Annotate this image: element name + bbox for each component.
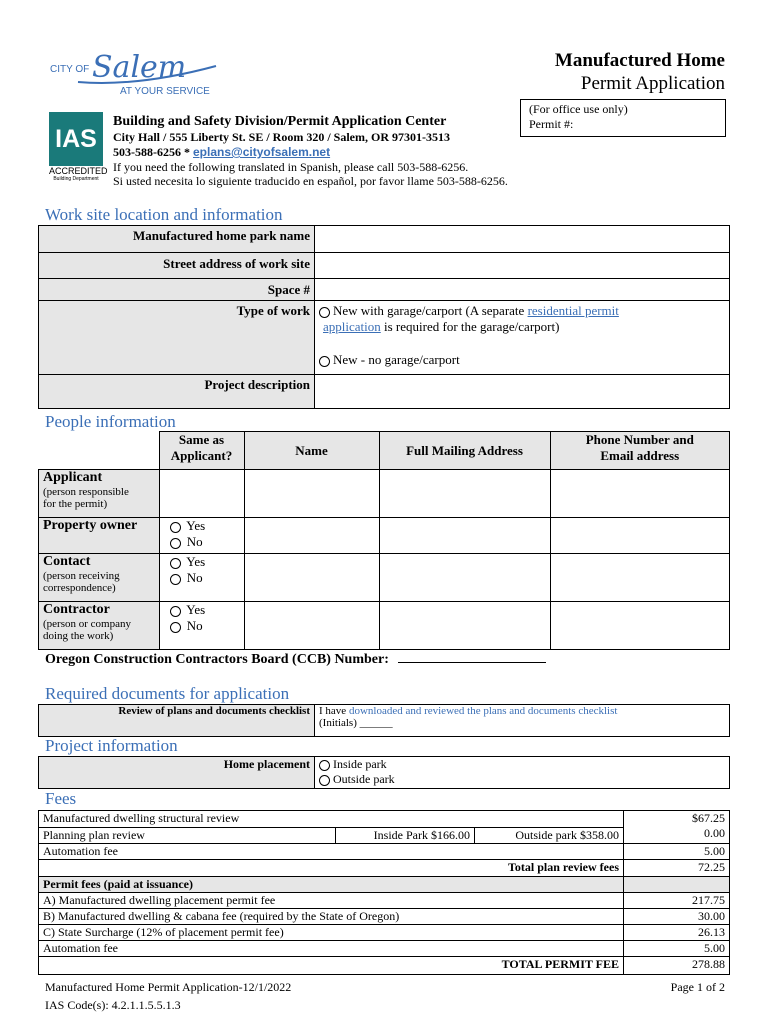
fees-heading: Fees	[45, 789, 77, 808]
space-label: Space #	[39, 279, 315, 301]
name-header: Name	[244, 432, 379, 470]
email-link[interactable]: eplans@cityofsalem.net	[193, 145, 331, 159]
placement-label: Home placement	[39, 757, 315, 789]
contact-same: Yes No	[159, 554, 244, 602]
street-label: Street address of work site	[39, 253, 315, 279]
fee-automation-2: Automation fee	[39, 941, 624, 957]
worksite-table	[38, 225, 730, 409]
owner-address[interactable]	[379, 518, 550, 554]
ias-accredited: ACCREDITED	[49, 166, 108, 176]
phone: 503-588-6256 *	[113, 145, 190, 159]
checklist-label: Review of plans and documents checklist	[39, 705, 315, 737]
radio-icon[interactable]	[170, 622, 181, 633]
checklist-text: I have downloaded and reviewed the plans and documents checklist (Initials) ______	[315, 705, 730, 737]
fee-total-review-value: 72.25	[624, 860, 730, 877]
required-heading: Required documents for application	[45, 684, 290, 703]
city-logo	[48, 52, 223, 102]
project-heading: Project information	[45, 736, 178, 755]
applicant-address[interactable]	[379, 470, 550, 518]
same-header: Same as Applicant?	[159, 432, 244, 470]
fee-surcharge-value: 26.13	[624, 925, 730, 941]
logo-salem: Salem	[92, 50, 187, 85]
radio-icon[interactable]	[319, 775, 330, 786]
contact-label: Contact (person receiving correspondence)	[39, 554, 160, 602]
fees-table	[38, 810, 730, 975]
office-use-box	[520, 99, 726, 137]
fee-automation: Automation fee	[39, 844, 624, 860]
footer-ias: IAS Code(s): 4.2.1.1.5.5.1.3	[45, 998, 181, 1012]
radio-icon[interactable]	[170, 522, 181, 533]
fee-placement-value: 217.75	[624, 893, 730, 909]
footer-page: Page 1 of 2	[670, 980, 725, 994]
ias-badge	[49, 112, 108, 188]
application-link[interactable]: application	[323, 319, 381, 334]
fee-placement: A) Manufactured dwelling placement permit fee	[39, 893, 624, 909]
fee-structural-value: $67.25 0.00	[624, 811, 730, 844]
type-options: New with garage/carport (A separate residential permit application is required for the garage/carport) New - no garage/carport	[315, 301, 730, 375]
park-name-field[interactable]	[315, 226, 730, 253]
fee-outside-park: Outside park $358.00	[475, 828, 624, 844]
fee-planning: Planning plan review	[39, 828, 336, 844]
project-desc-label: Project description	[39, 375, 315, 409]
space-field[interactable]	[315, 279, 730, 301]
contact-address[interactable]	[379, 554, 550, 602]
ias-sub: Building Department	[53, 176, 99, 182]
type-option-garage[interactable]: New with garage/carport (A separate residential permit	[319, 303, 725, 319]
logo-tagline: AT YOUR SERVICE	[120, 86, 210, 97]
applicant-name[interactable]	[244, 470, 379, 518]
applicant-phone[interactable]	[550, 470, 730, 518]
park-name-label: Manufactured home park name	[39, 226, 315, 253]
placement-options: Inside park Outside park	[315, 757, 730, 789]
radio-icon[interactable]	[319, 307, 330, 318]
radio-icon[interactable]	[170, 574, 181, 585]
contractor-address[interactable]	[379, 602, 550, 650]
ias-box: IAS	[49, 112, 103, 166]
fee-automation-2-value: 5.00	[624, 941, 730, 957]
footer-form: Manufactured Home Permit Application-12/1/2022	[45, 980, 292, 994]
fee-surcharge: C) State Surcharge (12% of placement permit fee)	[39, 925, 624, 941]
contact-line	[113, 145, 330, 160]
fee-cabana: B) Manufactured dwelling & cabana fee (required by the State of Oregon)	[39, 909, 624, 925]
owner-phone[interactable]	[550, 518, 730, 554]
fee-structural: Manufactured dwelling structural review	[39, 811, 624, 828]
radio-icon[interactable]	[170, 538, 181, 549]
ccb-line: Oregon Construction Contractors Board (CCB) Number:	[45, 650, 546, 668]
permit-number-label: Permit #:	[529, 117, 574, 131]
office-use-label: (For office use only)	[529, 102, 628, 116]
contact-phone[interactable]	[550, 554, 730, 602]
page-title: Manufactured Home	[554, 50, 725, 71]
permit-fees-header: Permit fees (paid at issuance)	[39, 877, 624, 893]
type-option-no-garage[interactable]: New - no garage/carport	[319, 352, 725, 368]
fee-total-value: 278.88	[624, 957, 730, 975]
radio-icon[interactable]	[319, 760, 330, 771]
residential-permit-link[interactable]: residential permit	[527, 303, 619, 318]
contractor-label: Contractor (person or company doing the work)	[39, 602, 160, 650]
street-field[interactable]	[315, 253, 730, 279]
logo-city-of: CITY OF	[50, 64, 90, 75]
applicant-label: Applicant (person responsible for the permit)	[39, 470, 160, 518]
initials-field[interactable]: (Initials) ______	[319, 717, 393, 729]
worksite-heading: Work site location and information	[45, 205, 283, 224]
division-title: Building and Safety Division/Permit Application Center	[113, 114, 447, 129]
project-desc-field[interactable]	[315, 375, 730, 409]
owner-name[interactable]	[244, 518, 379, 554]
radio-icon[interactable]	[319, 356, 330, 367]
page-subtitle: Permit Application	[580, 73, 725, 94]
people-table	[38, 431, 730, 650]
project-table	[38, 756, 730, 789]
type-label: Type of work	[39, 301, 315, 375]
translate-en: If you need the following translated in Spanish, please call 503-588-6256.	[113, 160, 469, 174]
contractor-same: Yes No	[159, 602, 244, 650]
ccb-number-field[interactable]	[398, 650, 546, 663]
contractor-phone[interactable]	[550, 602, 730, 650]
contact-name[interactable]	[244, 554, 379, 602]
fee-total: TOTAL PERMIT FEE	[39, 957, 624, 975]
owner-label: Property owner	[39, 518, 160, 554]
contractor-name[interactable]	[244, 602, 379, 650]
translate-es: Si usted necesita lo siguiente traducido en español, por favor llame 503-588-6256.	[113, 174, 508, 188]
checklist-link[interactable]: downloaded and reviewed the plans and documents checklist	[348, 705, 618, 717]
fee-automation-value: 5.00	[624, 844, 730, 860]
radio-icon[interactable]	[170, 606, 181, 617]
fee-cabana-value: 30.00	[624, 909, 730, 925]
fee-inside-park: Inside Park $166.00	[336, 828, 475, 844]
phone-header: Phone Number and Email address	[550, 432, 730, 470]
address: City Hall / 555 Liberty St. SE / Room 320 / Salem, OR 97301-3513	[113, 130, 450, 144]
owner-same: Yes No	[159, 518, 244, 554]
people-heading: People information	[45, 412, 176, 431]
fee-total-review: Total plan review fees	[39, 860, 624, 877]
required-table	[38, 704, 730, 737]
radio-icon[interactable]	[170, 558, 181, 569]
mail-header: Full Mailing Address	[379, 432, 550, 470]
